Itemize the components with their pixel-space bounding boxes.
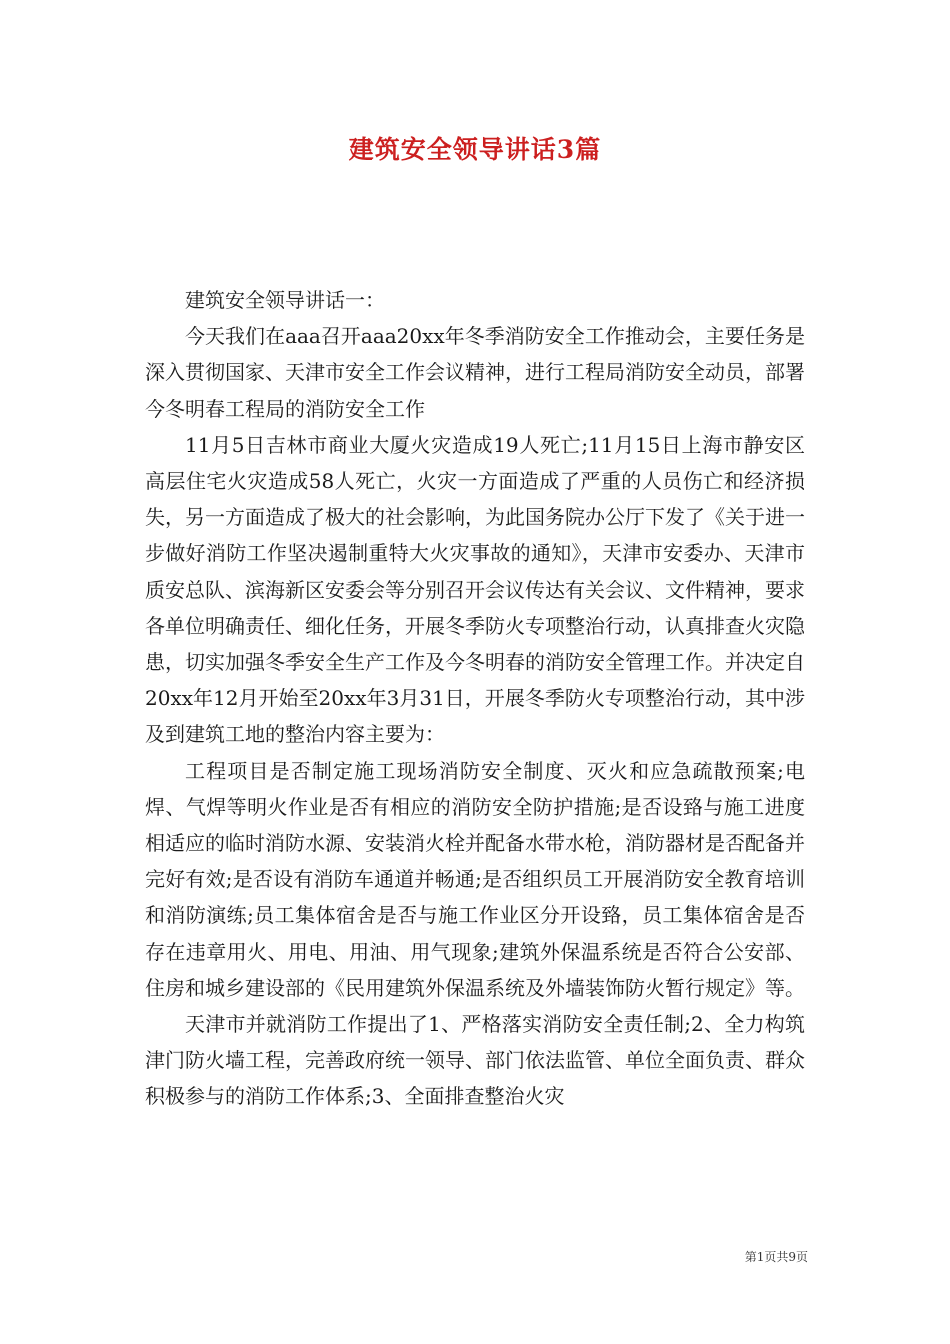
section-heading: 建筑安全领导讲话一： xyxy=(185,288,385,312)
body-paragraph: 今天我们在aaa召开aaa20xx年冬季消防安全工作推动会，主要任务是深入贯彻国家、天津市安全工作会议精神，进行工程局消防安全动员，部署今冬明春工程局的消防安全工作 xyxy=(145,324,805,421)
body-paragraph: 工程项目是否制定施工现场消防安全制度、灭火和应急疏散预案;电焊、气焊等明火作业是否有相应的消防安全防护措施;是否设臵与施工进度相适应的临时消防水源、安装消火栓并配备水带水枪，消防器材是否配备并完好有效;是否设有消防车通道并畅通;是否组织员工开展消防安全教育培训和消防演练;员工集体宿舍是否与施工作业区分开设臵，员工集体宿舍是否存在违章用火、用电、用油、用气现象;建筑外保温系统是否符合公安部、住房和城乡建设部的《民用建筑外保温系统及外墙装饰防火暂行规定》等。 xyxy=(145,758,805,1000)
body-paragraph: 天津市并就消防工作提出了1、严格落实消防安全责任制;2、全力构筑津门防火墙工程，完善政府统一领导、部门依法监管、单位全面负责、群众积极参与的消防工作体系;3、全面排查整治火灾 xyxy=(145,1012,805,1109)
page-number: 第1页共9页 xyxy=(744,1250,808,1264)
document-body xyxy=(145,282,805,1115)
body-paragraph: 11月5日吉林市商业大厦火灾造成19人死亡;11月15日上海市静安区高层住宅火灾造成58人死亡，火灾一方面造成了严重的人员伤亡和经济损失，另一方面造成了极大的社会影响，为此国务院办公厅下发了《关于进一步做好消防工作坚决遏制重特大火灾事故的通知》，天津市安委办、天津市质安总队、滨海新区安委会等分别召开会议传达有关会议、文件精神，要求各单位明确责任、细化任务，开展冬季防火专项整治行动，认真排查火灾隐患，切实加强冬季安全生产工作及今冬明春的消防安全管理工作。并决定自20xx年12月开始至20xx年3月31日，开展冬季防火专项整治行动，其中涉及到建筑工地的整治内容主要为： xyxy=(145,432,805,747)
document-title: 建筑安全领导讲话3篇 xyxy=(348,135,602,164)
